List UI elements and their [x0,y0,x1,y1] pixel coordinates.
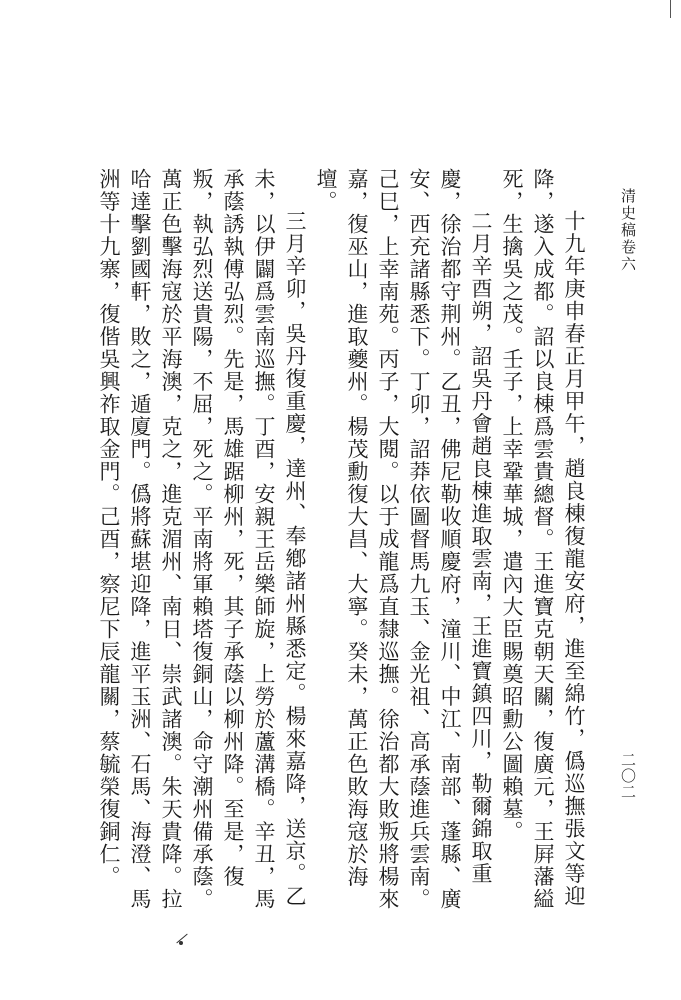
page-number: 二〇二 [619,752,637,800]
paragraph-second-month: 二月辛酉朔，詔吳丹會趙良棟進取雲南，王進寶鎮四川，勒爾錦取重慶，徐治都守荆州。乙丑，佛尼勒收順慶府，潼川、中江、南部、蓬縣、廣安、西充諸縣悉下。丁卯，詔莽依圖督馬九玉、金光祖、高承蔭進兵雲南。己巳，上幸南苑。丙子，大閱。以于成龍爲直隸巡撫。徐治都大敗叛將楊來嘉，復巫山，進取夔州。楊茂勳復大昌、大寧。癸未，萬正色敗海寇於海壇。 [314,168,493,911]
paragraph-year-19-first-month: 十九年庚申春正月甲午，趙良棟復龍安府，進至綿竹，僞巡撫張文等迎降，遂入成都。詔以良棟爲雲貴總督。王進寶克朝天關，復廣元，王屛藩縊死，生擒吳之茂。壬子，上幸鞏華城，遣內大臣賜奠昭勳公圖賴墓。 [500,168,586,911]
running-header-book-title: 清史稿卷六 [619,188,637,273]
page-edge-line [670,0,671,18]
main-text-block [69,168,589,923]
stray-ink-dot [179,941,183,945]
paragraph-third-month: 三月辛卯，吳丹復重慶，達州、奉鄕諸州縣悉定。楊來嘉降，送京。乙未，以伊闢爲雲南巡撫。丁酉，安親王岳樂師旋，上勞於蘆溝橋。辛丑，馬承蔭誘執傅弘烈。先是，馬雄踞柳州，死，其子承蔭以柳州降。至是，復叛，執弘烈送貴陽，不屈，死之。平南將軍賴塔復銅山，命守潮州備承蔭。萬正色擊海寇於平海澳，克之，進克湄州、南日、崇武諸澳。朱天貴降。拉哈達擊劉國軒，敗之，遁廈門。僞將蘇堪迎降，進平玉洲、石馬、海澄、馬洲等十九寨，復偕吳興祚取金門。己酉，察尼下辰龍關，蔡毓榮復銅仁。 [97,168,307,911]
